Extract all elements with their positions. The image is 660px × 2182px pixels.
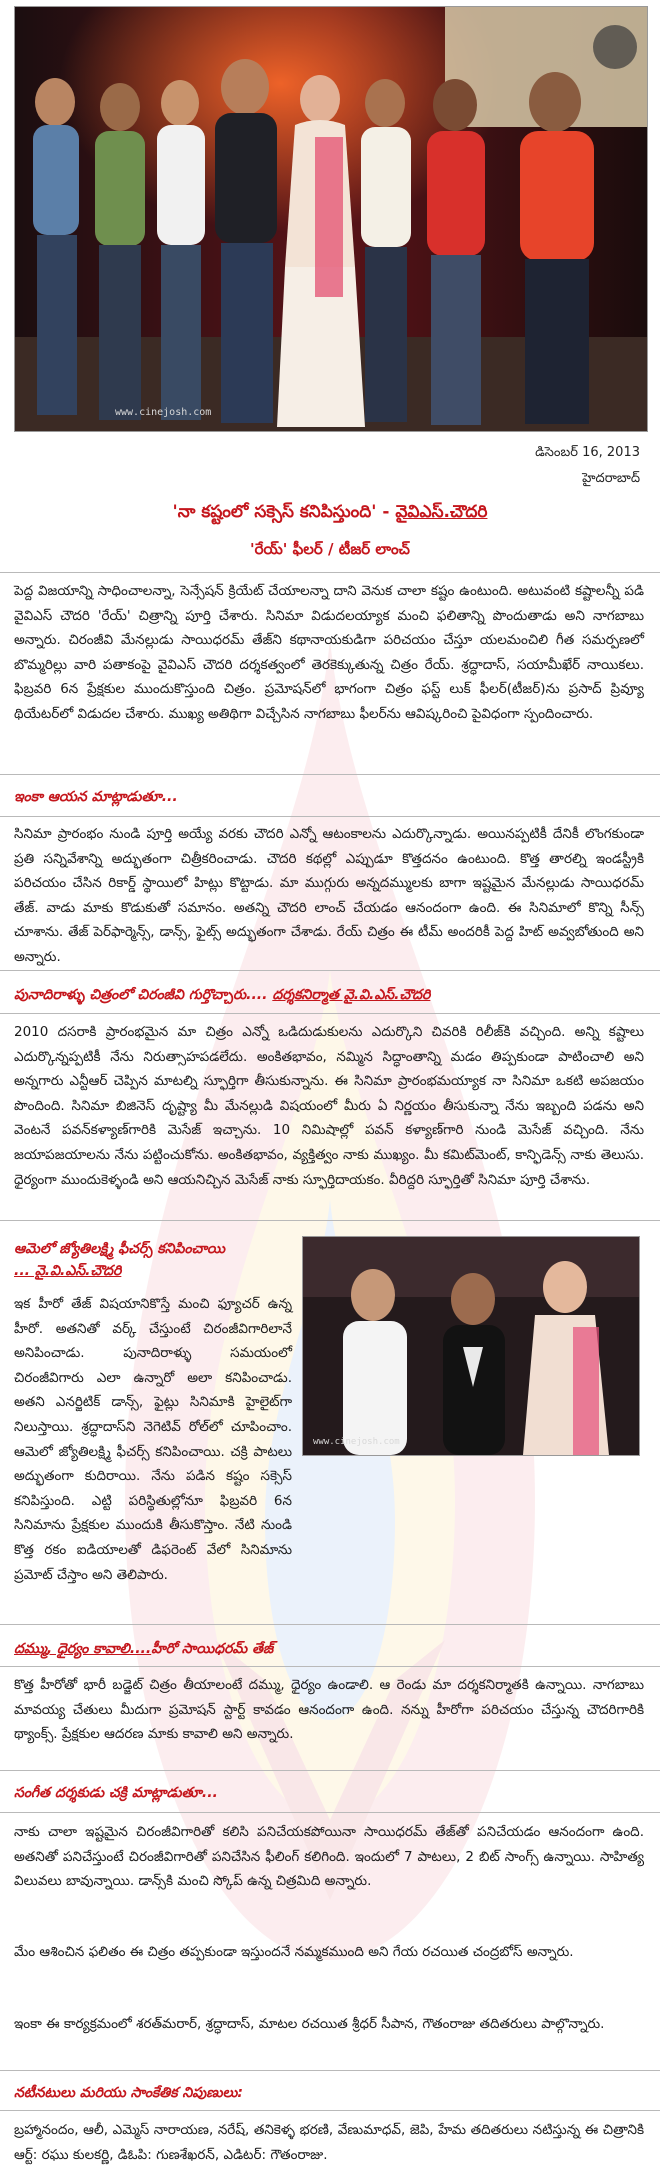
paragraph-sai-dharam: కొత్త హీరోతో భారీ బడ్జెట్ చిత్రం తీయాలంటే దమ్ము, ధైర్యం ఉండాలి. ఆ రెండు మా దర్శకనిర్మాతకి ఉన్నాయి. నాగబాబు మావయ్య చేతులు మీదుగా ప్రమోషన్ స్టార్ట్ కావడం ఆనందంగా ఉంది. నన్ను హీరోగా పరిచయం చేస్తున్న చౌదరిగారికి థ్యాంక్స్. ప్రేక్షకుల ఆదరణ మాకు కావాలి అని అన్నారు. bbox=[14, 1677, 644, 1743]
divider bbox=[0, 1013, 660, 1014]
section-quote: దమ్ము, ధైర్యం కావాలి.... bbox=[14, 1641, 152, 1657]
paragraph-chowdary: 2010 దసరాకి ప్రారంభమైన మా చిత్రం ఎన్నో ఒడిదుడుకులను ఎదుర్కొని చివరికి రిలీజ్‌కి వచ్చింది. అన్ని కష్టాలు ఎదుర్కొన్నప్పటికీ నేను నిరుత్సాహపడలేదు. అంకితభావం, నమ్మిన సిద్ధాంతాన్ని మడం తిప్పకుండా పాటించాలి అని అన్నగారు ఎన్టీఆర్ చెప్పిన మాటల్ని స్ఫూర్తిగా తీసుకున్నాను. ఈ సినిమా ప్రారంభమయ్యాక నా సినిమా ఒకటి అపజయం పొందింది. సినిమా బిజినెస్ దృష్ట్యా మీ మేనల్లుడి విషయంలో మీరు ఏ నిర్ణయం తీసుకున్నా నేను ఇబ్బంది పడను అని వెంటనే పవన్‌కళ్యాణ్‌గారికి మెసేజ్ ఇచ్చాను. 10 నిమిషాల్లో పవన్ కళ్యాణ్‌గారి నుండి మెసేజ్ వచ్చింది. నేను జయాపజయాలను నేను పట్టించుకోను. అంకితభావం, వ్యక్తిత్వం నాకు ముఖ్యం. మీ కమిట్‌మెంట్, కాన్ఫిడెన్స్ నాకు తెలుసు. ధైర్యంగా ముందుకెళ్ళండి అని ఆయనిచ్చిన మెసేజ్ నాకు స్ఫూర్తిదాయకం. వీరిద్దరి స్ఫూర్తితో సినిమా పూర్తి చేశాను. bbox=[14, 1024, 644, 1188]
paragraph-cast-crew: బ్రహ్మానందం, ఆలీ, ఎమ్మెస్ నారాయణ, నరేష్, తనికెళ్ళ భరణి, వేణుమాధవ్, జెపి, హేమ తదితరులు నటిస్తున్న ఈ చిత్రానికి ఆర్ట్: రఘు కులకర్ణి, డిఓపి: గుణశేఖరన్, ఎడిటర్: గౌతంరాజు. bbox=[14, 2122, 644, 2163]
divider bbox=[0, 2110, 660, 2111]
paragraph-chakri: నాకు చాలా ఇష్టమైన చిరంజీవిగారితో కలిసి పనిచేయకపోయినా సాయిధరమ్ తేజ్‌తో పనిచేయడం ఆనందంగా ఉంది. అతనితో పనిచేస్తుంటే చిరంజీవిగారితో పనిచేసిన ఫీలింగ్ కలిగింది. ఇందులో 7 పాటలు, 2 బిట్ సాంగ్స్ ఉన్నాయి. సాహిత్య విలువలు బావున్నాయి. డాన్స్‌కి మంచి స్కోప్ ఉన్న చిత్రమిది అన్నారు. bbox=[14, 1824, 644, 1890]
section-quote: ఆమెలో జ్యోతిలక్ష్మి ఫీచర్స్ కనిపించాయి bbox=[14, 1241, 226, 1257]
section-quote: పునాదిరాళ్ళు చిత్రంలో చిరంజీవి గుర్తొచ్చారు.... bbox=[14, 987, 273, 1003]
headline bbox=[0, 502, 660, 526]
article-place: హైదరాబాద్ bbox=[582, 471, 640, 486]
hero-photo bbox=[302, 1236, 640, 1456]
subheadline: 'రేయ్' ఫీలర్ / టీజర్ లాంచ్ bbox=[250, 540, 410, 558]
divider bbox=[0, 572, 660, 573]
photo-credit: www.cinejosh.com bbox=[313, 1437, 400, 1447]
section-title-chakri: సంగీత దర్శకుడు చక్రి మాట్లాడుతూ... bbox=[14, 1785, 218, 1801]
article-date: డిసెంబర్ 16, 2013 bbox=[535, 445, 640, 460]
section-title-chowdary bbox=[14, 984, 430, 1006]
divider bbox=[0, 774, 660, 775]
section-speaker: ... వై.వి.ఎస్.చౌదరి bbox=[14, 1263, 122, 1279]
divider bbox=[0, 1812, 660, 1813]
divider bbox=[0, 1220, 660, 1221]
section-title-cast-crew: నటీనటులు మరియు సాంకేతిక నిపుణులు: bbox=[14, 2085, 243, 2101]
dateline bbox=[535, 440, 640, 492]
divider bbox=[0, 1770, 660, 1771]
paragraph-chandrabose: మేం ఆశించిన ఫలితం ఈ చిత్రం తప్పకుండా ఇస్తుందనే నమ్మకముంది అని గేయ రచయిత చంద్రబోస్ అన్నారు. bbox=[14, 1944, 574, 1960]
paragraph-attendees: ఇంకా ఈ కార్యక్రమంలో శరత్‌మరార్, శ్రద్ధాదాస్, మాటల రచయిత శ్రీధర్ సీపాన, గౌతంరాజు తదితరులు పాల్గొన్నారు. bbox=[14, 2016, 605, 2032]
paragraph-nagababu: సినిమా ప్రారంభం నుండి పూర్తి అయ్యే వరకు చౌదరి ఎన్నో ఆటంకాలను ఎదుర్కొన్నాడు. అయినప్పటికీ దేనికీ లొంగకుండా ప్రతి సన్నివేశాన్ని అద్భుతంగా చిత్రీకరించాడు. చౌదరి కథల్లో ఎప్పుడూ కొత్తదనం ఉంటుంది. కొత్త తారల్ని ఇండస్ట్రీకి పరిచయం చేసిన రికార్డ్ స్థాయిలో హిట్లు కొట్టాడు. మా ముగ్గురు అన్నదమ్ములకు బాగా ఇష్టమైన మేనల్లుడు సాయిధరమ్ తేజ్. వాడు మాకు కొడుకుతో సమానం. అతన్ని చౌదరి లాంచ్ చేయడం ఆనందంగా ఉంది. ఈ సినిమాలో కొన్ని సీన్స్ చూశాను. తేజ్ పెర్‌ఫార్మెన్స్, డాన్స్, ఫైట్స్ అద్భుతంగా చేశాడు. రేయ్ చిత్రం ఈ టీమ్ అందరికీ పెద్ద హిట్ అవ్వబోతుంది అని అన్నారు. bbox=[14, 826, 644, 965]
headline-speaker: వైవిఎస్.చౌదరి bbox=[395, 502, 488, 522]
headline-quote: 'నా కష్టంలో సక్సెస్ కనిపిస్తుంది' - bbox=[172, 502, 396, 522]
photo-credit: www.cinejosh.com bbox=[115, 407, 212, 418]
event-photo bbox=[14, 6, 648, 432]
hero-photo-illustration bbox=[303, 1237, 639, 1455]
paragraph-intro: పెద్ద విజయాన్ని సాధించాలన్నా, సెన్సేషన్ క్రియేట్ చేయాలన్నా దాని వెనుక చాలా కష్టం ఉంటుంది. అటువంటి కష్టాలన్నీ పడి వైవిఎస్ చౌదరి 'రేయ్' చిత్రాన్ని పూర్తి చేశారు. సినిమా విడుదలయ్యాక మంచి ఫలితాన్ని పొందుతాడు అని నాగబాబు అన్నారు. చిరంజీవి మేనల్లుడు సాయిధరమ్ తేజ్‌ని కథానాయకుడిగా పరిచయం చేస్తూ యలమంచిలి గీత సమర్పణలో బొమ్మరిల్లు వారి పతాకంపై వైవిఎస్ చౌదరి దర్శకత్వంలో తెరకెక్కుతున్న చిత్రం రేయ్. శ్రద్ధాదాస్, సయామీఖేర్ నాయికలు. ఫిబ్రవరి 6న ప్రేక్షకుల ముందుకొస్తుంది చిత్రం. ప్రమోషన్‌లో భాగంగా చిత్రం ఫస్ట్ లుక్ ఫీలర్(టీజర్)ను ప్రసాద్ ప్రివ్యూ థియేటర్‌లో విడుదల చేశారు. ముఖ్య అతిథిగా విచ్చేసిన నాగబాబు ఫీలర్‌ను ఆవిష్కరించి పైవిధంగా స్పందించారు. bbox=[14, 583, 644, 722]
divider bbox=[0, 970, 660, 971]
section-title-nagababu: ఇంకా ఆయన మాట్లాడుతూ... bbox=[14, 789, 178, 805]
divider bbox=[0, 1624, 660, 1625]
section-title-sai-dharam bbox=[14, 1638, 273, 1660]
section-speaker: దర్శకనిర్మాత వై.వి.ఎస్.చౌదరి bbox=[272, 987, 431, 1003]
section-title-jyothilakshmi bbox=[14, 1238, 294, 1282]
divider bbox=[0, 2070, 660, 2071]
paragraph-hero-tej: ఇక హీరో తేజ్ విషయానికొస్తే మంచి ఫ్యూచర్ ఉన్న హీరో. అతనితో వర్క్ చేస్తుంటే చిరంజీవిగారిలానే అనిపించాడు. పునాదిరాళ్ళు సమయంలో చిరంజీవిగారు ఎలా ఉన్నారో అలా కనిపించాడు. అతని ఎనర్జిటిక్ డాన్స్, ఫైట్లు సినిమాకి హైలైట్‌గా నిలుస్తాయి. శ్రద్ధాదాస్‌ని నెగెటివ్ రోల్‌లో చూపించాం. ఆమెలో జ్యోతిలక్ష్మి ఫీచర్స్ కనిపించాయి. చక్రి పాటలు అద్భుతంగా కుదిరాయి. నేను పడిన కష్టం సక్సెస్ కనిపిస్తుంది. ఎట్టి పరిస్థితుల్లోనూ ఫిబ్రవరి 6న సినిమాను ప్రేక్షకుల ముందుకి తీసుకొస్తాం. నేటి నుండి కొత్త రకం ఐడియాలతో డిఫరెంట్ వేలో సినిమాను ప్రమోట్ చేస్తాం అని తెలిపారు. bbox=[14, 1296, 292, 1583]
divider bbox=[0, 816, 660, 817]
section-speaker: హీరో సాయిధరమ్ తేజ్ bbox=[151, 1641, 274, 1657]
divider bbox=[0, 1666, 660, 1667]
event-photo-illustration bbox=[15, 7, 647, 431]
